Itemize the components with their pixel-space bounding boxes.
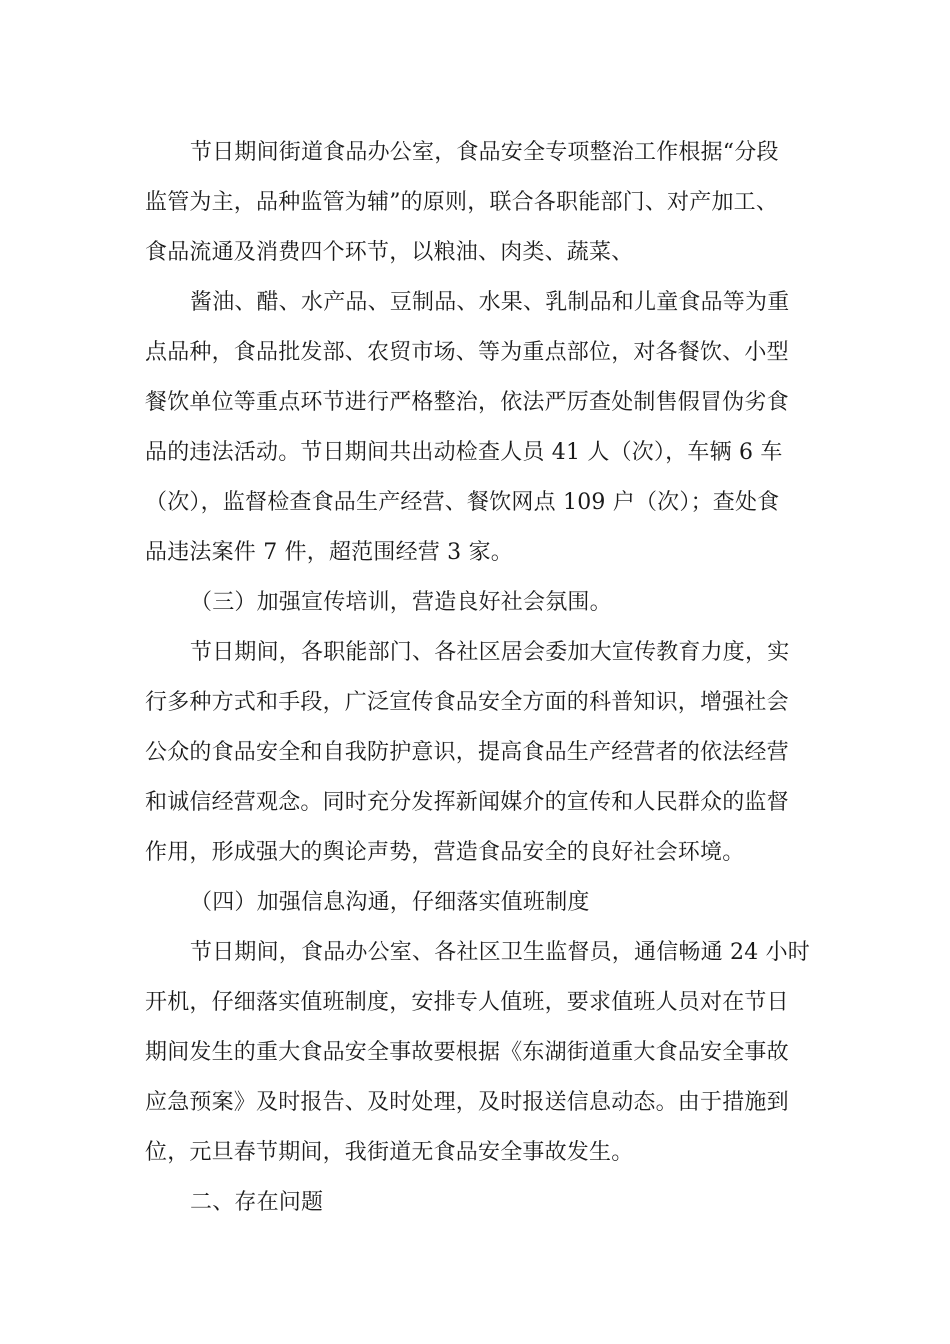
paragraph-line: 节日期间，各职能部门、各社区居会委加大宣传教育力度，实	[190, 640, 790, 665]
section-heading: （四）加强信息沟通，仔细落实值班制度	[190, 890, 590, 915]
paragraph-line: （次），监督检查食品生产经营、餐饮网点 109 户（次）；查处食	[145, 490, 780, 515]
paragraph-line: 期间发生的重大食品安全事故要根据《东湖街道重大食品安全事故	[145, 1040, 789, 1065]
paragraph-line: 点品种，食品批发部、农贸市场、等为重点部位，对各餐饮、小型	[145, 340, 789, 365]
paragraph-line: 位，元旦春节期间，我街道无食品安全事故发生。	[145, 1140, 634, 1165]
paragraph-line: 食品流通及消费四个环节，以粮油、肉类、蔬菜、	[145, 240, 634, 265]
paragraph-line: 餐饮单位等重点环节进行严格整治，依法严厉查处制售假冒伪劣食	[145, 390, 789, 415]
paragraph-line: 开机，仔细落实值班制度，安排专人值班，要求值班人员对在节日	[145, 990, 789, 1015]
paragraph-line: 节日期间街道食品办公室，食品安全专项整治工作根据“分段	[190, 140, 779, 165]
paragraph-line: 品违法案件 7 件，超范围经营 3 家。	[145, 540, 513, 565]
paragraph-line: 作用，形成强大的舆论声势，营造食品安全的良好社会环境。	[145, 840, 745, 865]
paragraph-line: 应急预案》及时报告、及时处理，及时报送信息动态。由于措施到	[145, 1090, 789, 1115]
paragraph-line: 行多种方式和手段，广泛宣传食品安全方面的科普知识，增强社会	[145, 690, 789, 715]
section-heading: 二、存在问题	[190, 1190, 324, 1215]
paragraph-line: 公众的食品安全和自我防护意识，提高食品生产经营者的依法经营	[145, 740, 789, 765]
paragraph-line: 节日期间，食品办公室、各社区卫生监督员，通信畅通 24 小时	[190, 940, 810, 965]
section-heading: （三）加强宣传培训，营造良好社会氛围。	[190, 590, 612, 615]
paragraph-line: 和诚信经营观念。同时充分发挥新闻媒介的宣传和人民群众的监督	[145, 790, 789, 815]
paragraph-line: 品的违法活动。节日期间共出动检查人员 41 人（次），车辆 6 车	[145, 440, 783, 465]
paragraph-line: 监管为主，品种监管为辅”的原则，联合各职能部门、对产加工、	[145, 190, 779, 215]
paragraph-line: 酱油、醋、水产品、豆制品、水果、乳制品和儿童食品等为重	[190, 290, 790, 315]
